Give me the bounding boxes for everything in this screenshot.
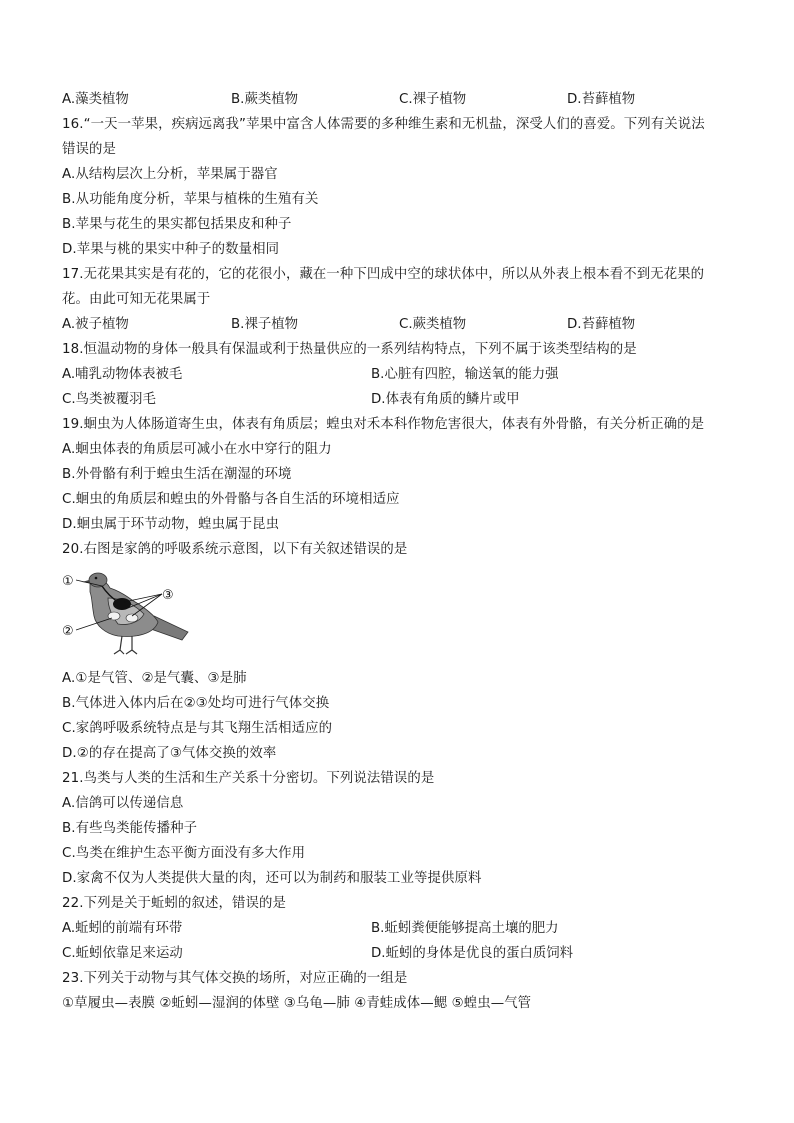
- q19-option-b: B.外骨骼有利于蝗虫生活在潮湿的环境: [62, 467, 292, 482]
- q22-option-a: A.蚯蚓的前端有环带: [62, 921, 183, 936]
- q17-option-d: D.苔藓植物: [567, 317, 636, 332]
- q22-option-b: B.蚯蚓粪便能够提高土壤的肥力: [371, 921, 559, 936]
- q20-option-a: A.①是气管、②是气囊、③是肺: [62, 671, 247, 686]
- q16-option-c: B.苹果与花生的果实都包括果皮和种子: [62, 217, 292, 232]
- q18-stem: 18.恒温动物的身体一般具有保温或利于热量供应的一系列结构特点，下列不属于该类型结构的是: [62, 342, 637, 357]
- q22-option-d: D.蚯蚓的身体是优良的蛋白质饲料: [371, 946, 574, 961]
- q20-stem: 20.右图是家鸽的呼吸系统示意图，以下有关叙述错误的是: [62, 542, 408, 557]
- q21-option-d: D.家禽不仅为人类提供大量的肉，还可以为制药和服装工业等提供原料: [62, 871, 482, 886]
- q17-option-c: C.蕨类植物: [399, 317, 467, 332]
- q21-stem: 21.鸟类与人类的生活和生产关系十分密切。下列说法错误的是: [62, 771, 435, 786]
- q19-option-d: D.蛔虫属于环节动物，蝗虫属于昆虫: [62, 517, 280, 532]
- q15-option-b: B.蕨类植物: [231, 92, 299, 107]
- q16-option-d: D.苹果与桃的果实中种子的数量相同: [62, 242, 280, 257]
- q16-stem-line2: 错误的是: [62, 142, 116, 157]
- q19-stem: 19.蛔虫为人体肠道寄生虫，体表有角质层；蝗虫对禾本科作物危害很大，体表有外骨骼，有关分析正确的是: [62, 417, 705, 432]
- q20-option-d: D.②的存在提高了③气体交换的效率: [62, 746, 277, 761]
- q21-option-b: B.有些鸟类能传播种子: [62, 821, 198, 836]
- q16-option-a: A.从结构层次上分析，苹果属于器官: [62, 167, 278, 182]
- q17-stem-line2: 花。由此可知无花果属于: [62, 292, 211, 307]
- q21-option-c: C.鸟类在维护生态平衡方面没有多大作用: [62, 846, 306, 861]
- q16-option-b: B.从功能角度分析，苹果与植株的生殖有关: [62, 192, 319, 207]
- q15-option-d: D.苔藓植物: [567, 92, 636, 107]
- pigeon-respiratory-diagram: [62, 564, 192, 656]
- q18-option-a: A.哺乳动物体表被毛: [62, 367, 183, 382]
- q20-option-b: B.气体进入体内后在②③处均可进行气体交换: [62, 696, 330, 711]
- figure-label-2: ②: [62, 624, 74, 639]
- figure-label-3: ③: [162, 588, 174, 603]
- q23-stem: 23.下列关于动物与其气体交换的场所，对应正确的一组是: [62, 971, 408, 986]
- q18-option-c: C.鸟类被覆羽毛: [62, 392, 156, 407]
- q17-option-a: A.被子植物: [62, 317, 129, 332]
- q19-option-c: C.蛔虫的角质层和蝗虫的外骨骼与各自生活的环境相适应: [62, 492, 400, 507]
- q21-option-a: A.信鸽可以传递信息: [62, 796, 184, 811]
- q23-items: ①草履虫—表膜 ②蚯蚓—湿润的体壁 ③乌龟—肺 ④青蛙成体—鳃 ⑤蝗虫—气管: [62, 996, 532, 1011]
- q15-option-c: C.裸子植物: [399, 92, 467, 107]
- q18-option-d: D.体表有角质的鳞片或甲: [371, 392, 520, 407]
- q22-option-c: C.蚯蚓依靠足来运动: [62, 946, 183, 961]
- q17-option-b: B.裸子植物: [231, 317, 299, 332]
- q15-option-a: A.藻类植物: [62, 92, 129, 107]
- q16-stem-line1: 16.“一天一苹果，疾病远离我”苹果中富含人体需要的多种维生素和无机盐，深受人们的喜爱。下列有关说法: [62, 117, 705, 132]
- q18-option-b: B.心脏有四腔，输送氧的能力强: [371, 367, 559, 382]
- q17-stem-line1: 17.无花果其实是有花的，它的花很小，藏在一种下凹成中空的球状体中，所以从外表上根本看不到无花果的: [62, 267, 705, 282]
- q20-option-c: C.家鸽呼吸系统特点是与其飞翔生活相适应的: [62, 721, 333, 736]
- pigeon-illustration: [62, 564, 192, 656]
- figure-label-1: ①: [62, 574, 74, 589]
- q22-stem: 22.下列是关于蚯蚓的叙述，错误的是: [62, 896, 286, 911]
- q19-option-a: A.蛔虫体表的角质层可减小在水中穿行的阻力: [62, 442, 332, 457]
